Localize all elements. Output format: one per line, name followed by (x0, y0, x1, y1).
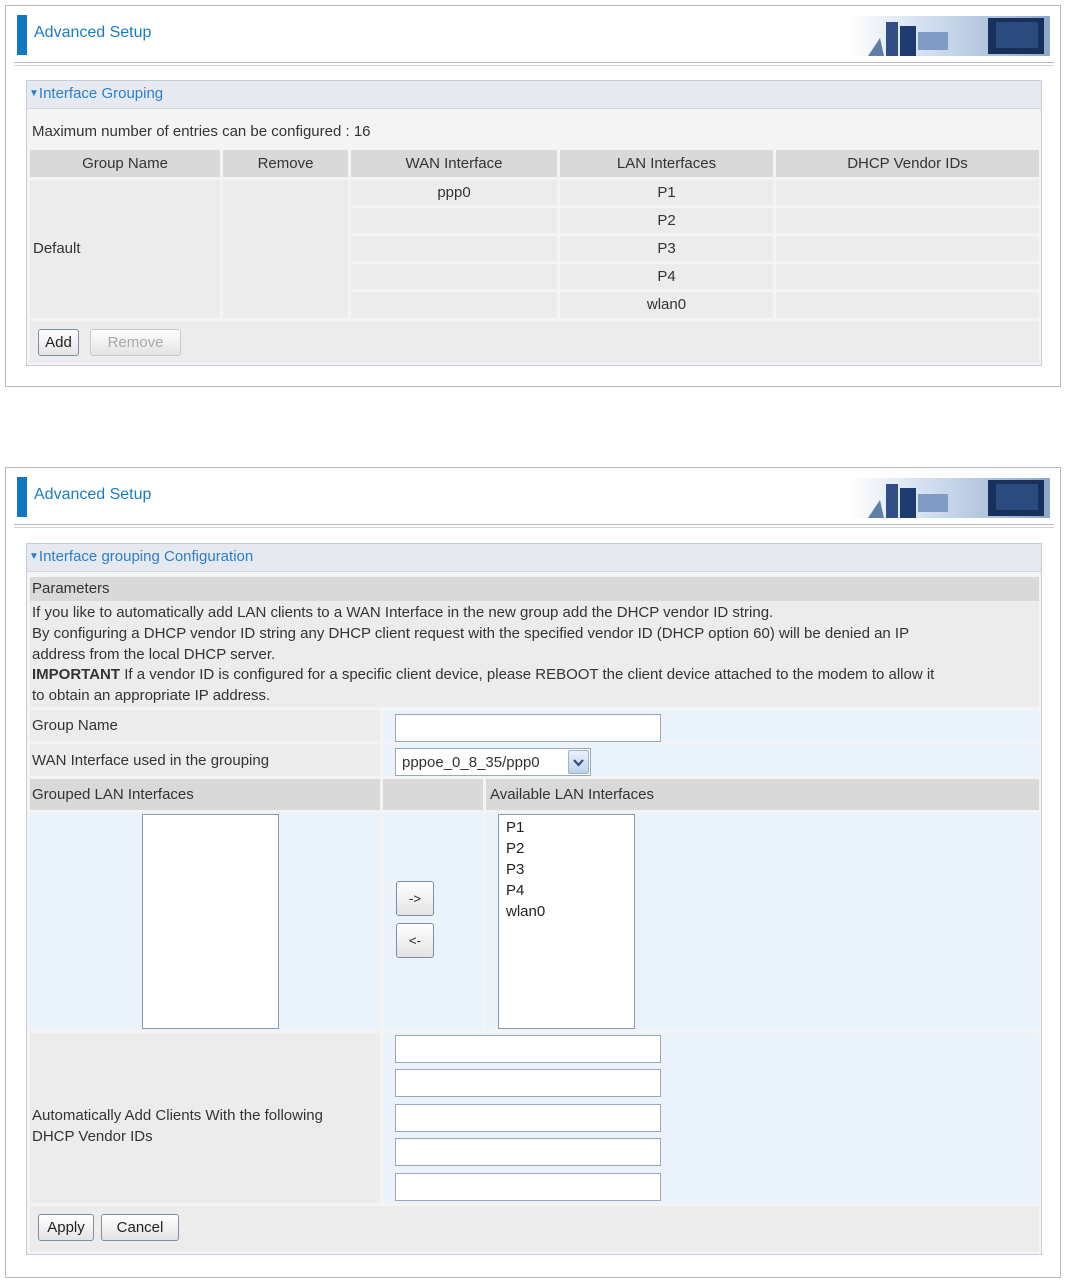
dhcp-cell (776, 292, 1039, 318)
wan-interface-label: WAN Interface used in the grouping (32, 752, 270, 769)
advanced-setup-header (6, 6, 1060, 62)
button-row (30, 1206, 1039, 1252)
move-left-button[interactable]: <- (396, 923, 434, 958)
available-lan-option[interactable]: P1 (506, 819, 525, 836)
available-lan-header (486, 779, 1039, 810)
available-lan-option[interactable]: wlan0 (506, 903, 546, 920)
parameters-description (30, 601, 1039, 707)
header-accent-bar (17, 15, 27, 55)
vendor-id-input[interactable] (395, 1173, 661, 1201)
important-label: IMPORTANT (32, 666, 121, 683)
add-button[interactable]: Add (38, 329, 79, 356)
vendor-id-input[interactable] (395, 1035, 661, 1063)
group-name-cell (30, 180, 220, 318)
params-line: address from the local DHCP server. (32, 646, 276, 663)
interface-grouping-panel (5, 5, 1061, 387)
move-right-button[interactable]: -> (396, 881, 434, 916)
wan-interface-selected: pppoe_0_8_35/ppp0 (402, 754, 540, 771)
max-entries-text: Maximum number of entries can be configured : 16 (32, 123, 371, 140)
interface-grouping-section (26, 80, 1042, 366)
lan-cell: P2 (560, 208, 773, 233)
collapse-triangle-icon[interactable]: ▼ (29, 88, 39, 99)
dhcp-cell (776, 264, 1039, 289)
wan-cell: ppp0 (351, 180, 557, 205)
advanced-setup-header (6, 468, 1060, 524)
middle-header-cell (383, 779, 483, 810)
lan-cell: P1 (560, 180, 773, 205)
params-line: By configuring a DHCP vendor ID string any DHCP client request with the specified vendor ID (DHCP option 60) will be denied an IP (32, 625, 910, 642)
params-line: If you like to automatically add LAN clients to a WAN Interface in the new group add the DHCP vendor ID string. (32, 604, 774, 621)
interface-grouping-config-panel (5, 467, 1061, 1278)
dropdown-arrow-button[interactable] (568, 750, 589, 774)
col-group-name: Group Name (30, 150, 220, 177)
grouped-lan-header (30, 779, 380, 810)
move-buttons-cell (383, 813, 483, 1030)
available-lan-label: Available LAN Interfaces (490, 786, 654, 803)
chevron-down-icon (569, 751, 588, 773)
params-line: to obtain an appropriate IP address. (32, 687, 271, 704)
header-accent-bar (17, 477, 27, 517)
lan-cell: wlan0 (560, 292, 773, 318)
wan-label-cell (30, 744, 380, 776)
vendor-id-input[interactable] (395, 1138, 661, 1166)
router-banner-icon (848, 12, 1050, 58)
vendor-id-input[interactable] (395, 1069, 661, 1097)
wan-cell-empty (351, 264, 557, 289)
cancel-button[interactable]: Cancel (101, 1214, 179, 1241)
apply-button[interactable]: Apply (38, 1214, 94, 1241)
parameters-heading-row (30, 577, 1039, 601)
lan-cell: P4 (560, 264, 773, 289)
vendor-ids-label-line: DHCP Vendor IDs (32, 1128, 153, 1145)
lan-cell: P3 (560, 236, 773, 261)
parameters-heading: Parameters (32, 580, 110, 597)
collapse-triangle-icon[interactable]: ▼ (29, 551, 39, 562)
group-name-input[interactable] (395, 714, 661, 742)
remove-button[interactable]: Remove (90, 329, 181, 356)
col-wan-interface: WAN Interface (351, 150, 557, 177)
header-title: Advanced Setup (34, 486, 152, 503)
interface-grouping-config-section (26, 543, 1042, 1255)
dhcp-cell (776, 180, 1039, 205)
grouped-lan-label: Grouped LAN Interfaces (32, 786, 194, 803)
group-name-label: Group Name (32, 717, 118, 734)
remove-cell (223, 180, 348, 318)
vendor-ids-label-cell (30, 1033, 380, 1203)
available-lan-option[interactable]: P4 (506, 882, 525, 899)
header-title: Advanced Setup (34, 24, 152, 41)
col-lan-interfaces: LAN Interfaces (560, 150, 773, 177)
wan-cell-empty (351, 208, 557, 233)
section-title: ▼Interface grouping Configuration (27, 544, 1041, 572)
button-row (30, 321, 1039, 363)
group-name-value: Default (33, 240, 81, 257)
group-name-label-cell (30, 710, 380, 741)
available-lan-option[interactable]: P3 (506, 861, 525, 878)
vendor-id-input[interactable] (395, 1104, 661, 1132)
params-line: IMPORTANT If a vendor ID is configured for a specific client device, please REBOOT the client device attached to the modem to allow it (32, 666, 935, 683)
section-title: ▼Interface Grouping (27, 81, 1041, 109)
router-banner-icon (848, 474, 1050, 520)
wan-cell-empty (351, 292, 557, 318)
wan-cell-empty (351, 236, 557, 261)
vendor-ids-label-line: Automatically Add Clients With the following (32, 1107, 323, 1124)
dhcp-cell (776, 208, 1039, 233)
available-lan-option[interactable]: P2 (506, 840, 525, 857)
wan-interface-select[interactable] (395, 748, 591, 776)
available-lan-listbox[interactable] (498, 814, 635, 1029)
col-dhcp-vendor-ids: DHCP Vendor IDs (776, 150, 1039, 177)
grouped-lan-listbox[interactable] (142, 814, 279, 1029)
dhcp-cell (776, 236, 1039, 261)
col-remove: Remove (223, 150, 348, 177)
